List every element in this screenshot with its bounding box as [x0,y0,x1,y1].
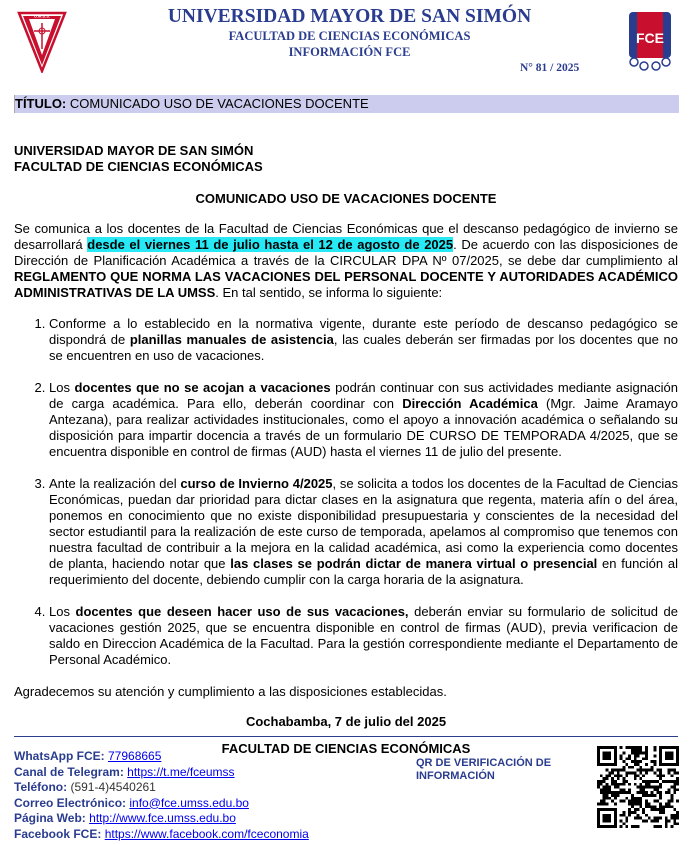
date-place: Cochabamba, 7 de julio del 2025 [245,714,447,729]
list-item: 2. Los docentes que no se acojan a vacaciones podrán continuar con sus actividades mediante asignación de carga académica. Para ello, deberán coordinar con Dirección Académica (Mgr. Jaime Aramayo Antezana), para realizar actividades institucionales, como el apoyo a innovación académica o señalando su disposición para impartir docencia a través de un formulario DE CURSO DE TEMPORADA 4/2025, que se encuentra disponible en control de firmas (AUD) hasta el viernes 11 de julio del presente. [49,380,678,460]
footer-divider [14,736,678,737]
email-link[interactable]: info@fce.umss.edu.bo [129,795,249,810]
whatsapp-label: WhatsApp FCE: [14,749,105,763]
facebook-link[interactable]: https://www.facebook.com/fceconomia [104,826,309,841]
fce-logo [625,10,675,72]
communique-body [14,143,678,757]
phone-label: Teléfono: [14,780,68,794]
telegram-label: Canal de Telegram: [14,764,124,779]
facebook-label: Facebook FCE: [14,826,102,841]
signature: FACULTAD DE CIENCIAS ECONÓMICAS [221,741,471,756]
list-item: 3. Ante la realización del curso de Invierno 4/2025, se solicita a todos los docentes de la Facultad de Ciencias Económicas, puedan dar prioridad para dictar clases en la asignatura que regenta, materia afín o del área, ponemos en conocimiento que no existe disponibilidad presupuestaria y conscientes de la necesidad del sector estudiantil para la realización de este curso de temporada, apelamos al compromiso que tenemos con nuestra facultad de contribuir a la mejora en la calidad académica, asi como la experiencia como docentes de planta, haciendo notar que las clases se podrán dictar de manera virtual o presencial en función al requerimiento del docente, debiendo cumplir con la carga horaria de la asignatura. [49,476,678,588]
communique-heading: COMUNICADO USO DE VACACIONES DOCENTE [195,191,497,206]
sender-university: UNIVERSIDAD MAYOR DE SAN SIMÓN [14,143,254,158]
qr-code-icon[interactable] [597,746,679,828]
web-link[interactable]: http://www.fce.umss.edu.bo [89,811,236,825]
bulletin-number: N° 81 / 2025 [520,62,580,74]
date-range-highlight: desde el viernes 11 de julio hasta el 12 de agosto de 2025 [87,237,454,252]
phone-number: (591-4)4540261 [70,780,156,794]
regulation-title: REGLAMENTO QUE NORMA LAS VACACIONES DEL PERSONAL DOCENTE Y AUTORIDADES ACADÉMICO ADMINISTRATIVAS DE LA UMSS [14,269,678,300]
document-header [0,0,699,90]
svg-text:U.M.S.S.: U.M.S.S. [33,13,51,19]
qr-label: QR DE VERIFICACIÓN DE INFORMACIÓN [416,757,552,782]
points-list [14,316,678,668]
list-item: 1. Conforme a lo establecido en la normativa vigente, durante este período de descanso pedagógico se dispondrá de planillas manuales de asistencia, las cuales deberán ser firmadas por los docentes que no se encuentren en uso de vacaciones. [49,316,678,364]
whatsapp-link[interactable]: 77968665 [108,749,162,763]
title-value: COMUNICADO USO DE VACACIONES DOCENTE [69,96,369,111]
email-label: Correo Electrónico: [14,795,127,810]
web-label: Página Web: [14,811,86,825]
closing-text: Agradecemos su atención y cumplimiento a las disposiciones establecidas. [14,684,447,699]
sender-faculty: FACULTAD DE CIENCIAS ECONÓMICAS [14,159,263,174]
info-title: INFORMACIÓN FCE [288,45,411,59]
telegram-link[interactable]: https://t.me/fceumss [127,764,235,779]
contact-info [14,749,309,842]
title-label: TÍTULO: [15,96,67,111]
intro-text-3: . En tal sentido, se informa lo siguiente: [215,285,443,300]
intro-text: Se comunica a los docentes de la Facultad de Ciencias Económicas que el descanso pedagógico de invierno se desarrollará [14,221,678,252]
svg-text:FCE: FCE [636,30,664,46]
list-item: 4. Los docentes que deseen hacer uso de sus vacaciones, deberán enviar su formulario de solicitud de vacaciones gestión 2025, que se encuentra disponible en control de firmas (AUD), previa verificacion de saldo en Direccion Académica de la Facultad. Para la gestión correspondiente mediante el Departamento de Personal Académico. [49,604,678,668]
intro-paragraph [14,221,678,301]
university-title: UNIVERSIDAD MAYOR DE SAN SIMÓN [167,6,532,27]
intro-text-2: . De acuerdo con las disposiciones de Dirección de Planificación Académica a través de la CIRCULAR DPA Nº 07/2025, se debe dar cumplimiento al [14,237,678,268]
faculty-title: FACULTAD DE CIENCIAS ECONÓMICAS [228,29,471,43]
title-bar [14,95,679,113]
